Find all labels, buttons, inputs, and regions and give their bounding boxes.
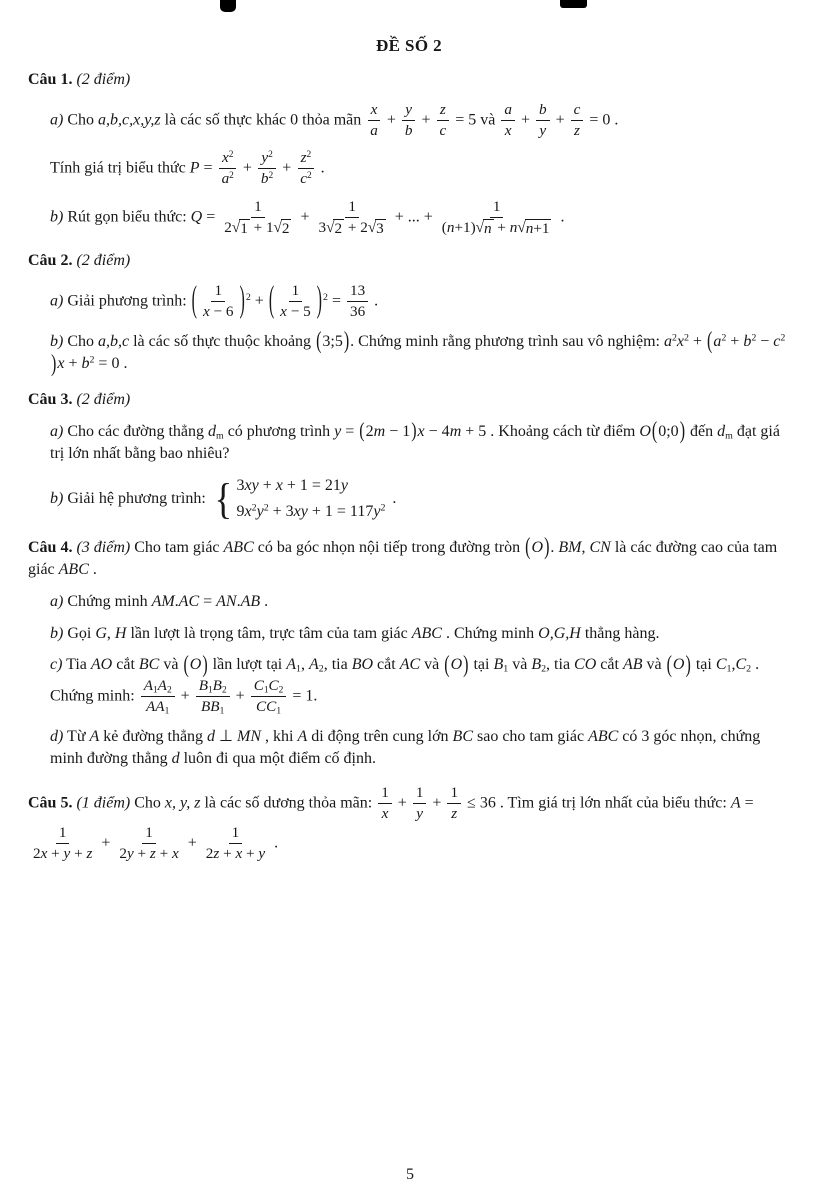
stretchy-paren: )	[51, 351, 57, 377]
cau4-b: b) Gọi G, H lần lượt là trọng tâm, trực tâm của tam giác ABC . Chứng minh O,G,H thẳng hàng.	[50, 624, 660, 642]
stretchy-paren: )	[239, 281, 245, 321]
stretchy-paren: (	[191, 281, 197, 321]
radical-icon: √	[367, 218, 377, 236]
stretchy-paren: (	[444, 652, 450, 678]
fraction: $\frac{x^2}{a^2}$	[219, 149, 237, 188]
stretchy-paren: )	[202, 652, 208, 678]
cau3-a: a) Cho các đường thẳng dm có phương trình y = (2m − 1)x − 4m + 5 . Khoảng cách từ điểm O(0;0) đến dm đạt giá trị lớn nhất bằng bao nhiêu?	[50, 418, 780, 463]
stretchy-paren: (	[183, 652, 189, 678]
fraction: $\frac{1}{z}$	[447, 784, 461, 823]
fraction: 1 3 √ 2 + 2 √ 3	[318, 197, 384, 237]
stretchy-paren: )	[343, 328, 350, 354]
fraction: $\frac{B1B2}{BB1}$	[196, 677, 230, 716]
stretchy-paren: (	[316, 328, 322, 354]
square-root: √ 2	[326, 218, 343, 237]
cau2-b: b) Cho a,b,c là các số thực thuộc khoảng (3;5). Chứng minh rằng phương trình sau vô nghiệm: $a^2x^2 + (a^2 + b^2 - c^2)x + b^2 = 0$ .	[50, 328, 786, 377]
fraction: $\frac{1}{x}$	[378, 784, 392, 823]
cau4-a: a) Chứng minh AM.AC = AN.AB .	[50, 593, 269, 611]
cau2-heading: Câu 2. (2 điểm)	[28, 252, 131, 270]
stretchy-paren: )	[679, 418, 686, 445]
scan-mark-right	[560, 0, 587, 8]
fraction: $\frac{1}{x - 6}$	[203, 282, 234, 321]
square-root: √ 1	[231, 218, 248, 237]
stretchy-paren: )	[316, 281, 322, 321]
fraction: $\frac{z}{c}$	[437, 101, 450, 140]
cau1-b: b) Rút gọn biểu thức: Q = 1 2 √ 1 + 1 √ 2 + 1 3 √ 2 + 2 √ 3 + ... + 1 (n+1) √ n + n √ n+1 .	[50, 197, 565, 237]
fraction: $\frac{a}{x}$	[501, 101, 515, 140]
fraction: $\frac{x}{a}$	[367, 101, 381, 140]
stretchy-paren: )	[411, 420, 417, 443]
cau1-heading: Câu 1. (2 điểm)	[28, 71, 131, 88]
fraction: $\frac{A1A2}{AA1}$	[141, 677, 175, 716]
fraction: $\frac{13}{36}$	[347, 282, 368, 321]
cau5: Câu 5. (1 điểm) Cho x, y, z là các số dương thỏa mãn: $\frac{1}{x}$ + $\frac{1}{y}$ + $\frac{1}{z}$ ≤ 36 . Tìm giá trị lớn nhất của biểu thức: A = $\frac{1}{2x + y + z}$ + $\frac{1}{2y + z + x}$ + $\frac{1}{2z + x + y}$ .	[28, 784, 754, 862]
fraction: $\frac{z^2}{c^2}$	[297, 149, 314, 188]
stretchy-paren: (	[525, 534, 531, 560]
fraction: $\frac{1}{2y + z + x}$	[119, 823, 179, 862]
stretchy-paren: )	[544, 534, 550, 560]
stretchy-paren: (	[707, 328, 713, 354]
fraction: $\frac{y}{b}$	[402, 101, 416, 140]
stretchy-paren: (	[651, 418, 658, 445]
fraction: $\frac{1}{2z + x + y}$	[205, 823, 266, 862]
fraction: $\frac{y^2}{b^2}$	[258, 149, 276, 188]
cau3-heading: Câu 3. (2 điểm)	[28, 390, 131, 408]
radical-icon: √	[517, 218, 526, 236]
stretchy-paren: )	[463, 652, 469, 678]
fraction: $\frac{c}{z}$	[571, 101, 584, 140]
fraction: 1 (n+1) √ n + n √ n+1	[441, 197, 550, 237]
radical-icon: √	[475, 218, 485, 236]
page-number: 5	[406, 1166, 414, 1183]
fraction: $\frac{1}{y}$	[413, 784, 427, 823]
cau4-heading: Câu 4. (3 điểm) Cho tam giác ABC có ba góc nhọn nội tiếp trong đường tròn (O). BM, CN là các đường cao của tam giác ABC .	[28, 534, 778, 579]
stretchy-paren: (	[359, 420, 365, 443]
square-root: √ n	[475, 218, 492, 237]
cau4-d: d) Từ A kẻ đường thẳng d ⊥ MN , khi A di động trên cung lớn BC sao cho tam giác ABC có 3 góc nhọn, chứng minh đường thẳng d luôn đi qua một điểm cố định.	[50, 727, 761, 768]
equation-system: { 3xy + x + 1 = 21y $9x^2y^2 + 3xy + 1 = 117y^2$	[214, 475, 386, 523]
radical-icon: √	[326, 218, 335, 236]
stretchy-paren: (	[268, 281, 275, 321]
fraction: $\frac{C1C2}{CC1}$	[251, 677, 287, 716]
square-root: √ 3	[367, 218, 384, 237]
left-brace-icon: {	[214, 475, 232, 523]
cau1-a-expression: Tính giá trị biểu thức P = $\frac{x^2}{a^2}$ + $\frac{y^2}{b^2}$ + $\frac{z^2}{c^2}$ .	[50, 149, 325, 188]
cau4-c: c) Tia AO cắt BC và (O) lần lượt tại A1, A2, tia BO cắt AC và (O) tại B1 và B2, tia CO cắt AB và (O) tại C1,C2 . Chứng minh: $\frac{A1A2}{AA1}$ + $\frac{B1B2}{BB1}$ + $\frac{C1C2}{CC1}$ = 1.	[50, 652, 760, 717]
document-body	[28, 69, 790, 863]
page-title: ĐỀ SỐ 2	[375, 36, 443, 55]
cau1-a: a) Cho a,b,c,x,y,z là các số thực khác 0 thỏa mãn $\frac{x}{a}$ + $\frac{y}{b}$ + $\frac{z}{c}$ = 5 và $\frac{a}{x}$ + $\frac{b}{y}$ + $\frac{c}{z}$ = 0 .	[50, 100, 619, 139]
cau3-b: b) Giải hệ phương trình: { 3xy + x + 1 = 21y $9x^2y^2 + 3xy + 1 = 117y^2$ .	[50, 475, 397, 523]
radical-icon: √	[273, 218, 282, 236]
radical-icon: √	[231, 218, 241, 236]
stretchy-paren: )	[685, 652, 691, 678]
square-root: √ 2	[273, 218, 290, 237]
fraction: $\frac{b}{y}$	[536, 101, 550, 140]
square-root: √ n+1	[517, 218, 550, 237]
cau2-a: a) Giải phương trình: ( $\frac{1}{x - 6}$ )$^2$ + ( $\frac{1}{x - 5}$ )$^2$ = $\frac{13}{36}$ .	[50, 281, 379, 321]
scan-mark-left	[220, 0, 236, 12]
stretchy-paren: (	[666, 652, 672, 678]
fraction: $\frac{1}{2x + y + z}$	[33, 823, 93, 862]
fraction: $\frac{1}{x - 5}$	[280, 282, 311, 321]
fraction: 1 2 √ 1 + 1 √ 2	[224, 197, 290, 237]
